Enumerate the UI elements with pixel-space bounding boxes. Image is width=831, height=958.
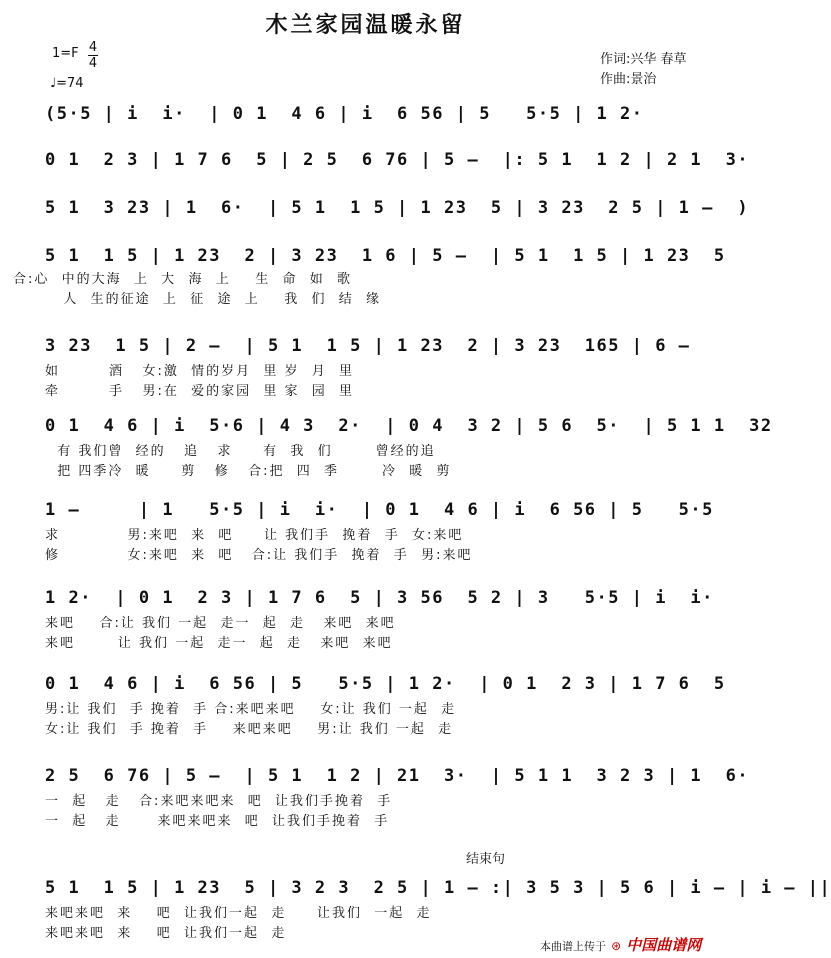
lyric-line-1: 来吧来吧 来 吧 让我们一起 走 让我们 一起 走 (45, 906, 432, 921)
time-top: 4 (88, 40, 98, 55)
lyric-line-1: 求 男:来吧 来 吧 让 我们手 挽着 手 女:来吧 (45, 528, 464, 543)
lyric-line-2: 修 女:来吧 来 吧 合:让 我们手 挽着 手 男:来吧 (45, 548, 473, 563)
lyric-line-1: 如 酒 女:激 情的岁月 里 岁 月 里 (45, 364, 355, 379)
lyric-line-2: 把 四季冷 暖 剪 修 合:把 四 季 冷 暖 剪 (45, 464, 452, 479)
ending-label: 结束句 (466, 852, 506, 867)
logo-icon: ⊛ (611, 939, 622, 953)
time-signature (88, 40, 98, 71)
lyric-line-2: 来吧 让 我们 一起 走一 起 走 来吧 来吧 (45, 636, 393, 651)
lyric-line-2: 来吧来吧 来 吧 让我们一起 走 (45, 926, 287, 941)
footer (540, 934, 701, 955)
lyric-line-1: 一 起 走 合:来吧来吧来 吧 让我们手挽着 手 (45, 794, 393, 809)
notation-line: 5 1 1 5 | 1 23 2 | 3 23 1 6 | 5 – | 5 1 1 5 | 1 23 5 (45, 246, 726, 266)
footer-text: 本曲谱上传于 (540, 940, 606, 953)
lyric-line-2: 女:让 我们 手 挽着 手 来吧来吧 男:让 我们 一起 走 (45, 722, 454, 737)
lyric-line-1: 来吧 合:让 我们 一起 走一 起 走 来吧 来吧 (45, 616, 396, 631)
lyric-line-1: 男:让 我们 手 挽着 手 合:来吧来吧 女:让 我们 一起 走 (45, 702, 457, 717)
lyric-line-2: 牵 手 男:在 爱的家园 里 家 园 里 (45, 384, 355, 399)
notation-line: 1 2· | 0 1 2 3 | 1 7 6 5 | 3 56 5 2 | 3 5·5 | i i· (45, 588, 714, 608)
lyricist-credit: 作词:兴华 春草 (600, 52, 687, 67)
notation-line: 0 1 4 6 | i 6 56 | 5 5·5 | 1 2· | 0 1 2 3 | 1 7 6 5 (45, 674, 726, 694)
song-title: 木兰家园温暖永留 (265, 13, 466, 38)
notation-line: 5 1 1 5 | 1 23 5 | 3 2 3 2 5 | 1 – :| 3 5 3 | 5 6 | i – | i – || (45, 878, 831, 898)
notation-line: 3 23 1 5 | 2 – | 5 1 1 5 | 1 23 2 | 3 23 165 | 6 – (45, 336, 691, 356)
key-signature (52, 46, 79, 61)
site-logo: 中国曲谱网 (626, 936, 702, 954)
notation-line: 0 1 2 3 | 1 7 6 5 | 2 5 6 76 | 5 – |: 5 1 1 2 | 2 1 3· (45, 150, 750, 170)
notation-line: 0 1 4 6 | i 5·6 | 4 3 2· | 0 4 3 2 | 5 6 5· | 5 1 1 32 (45, 416, 773, 436)
lyric-line-1: 合:心 中的大海 上 大 海 上 生 命 如 歌 (13, 272, 353, 287)
notation-line: 1 – | 1 5·5 | i i· | 0 1 4 6 | i 6 56 | 5 5·5 (45, 500, 714, 520)
composer-credit: 作曲:景治 (600, 72, 657, 87)
notation-line: 2 5 6 76 | 5 – | 5 1 1 2 | 21 3· | 5 1 1 3 2 3 | 1 6· (45, 766, 750, 786)
notation-line: 5 1 3 23 | 1 6· | 5 1 1 5 | 1 23 5 | 3 23 2 5 | 1 – ) (45, 198, 750, 218)
tempo-mark: ♩=74 (50, 76, 84, 91)
time-bottom: 4 (88, 56, 98, 71)
lyric-line-2: 一 起 走 来吧来吧来 吧 让我们手挽着 手 (45, 814, 390, 829)
notation-line: (5·5 | i i· | 0 1 4 6 | i 6 56 | 5 5·5 | 1 2· (45, 104, 644, 124)
key-label: 1=F (52, 46, 79, 61)
lyric-line-1: 有 我们曾 经的 追 求 有 我 们 曾经的追 (45, 444, 436, 459)
lyric-line-2: 人 生的征途 上 征 途 上 我 们 结 缘 (45, 292, 382, 307)
